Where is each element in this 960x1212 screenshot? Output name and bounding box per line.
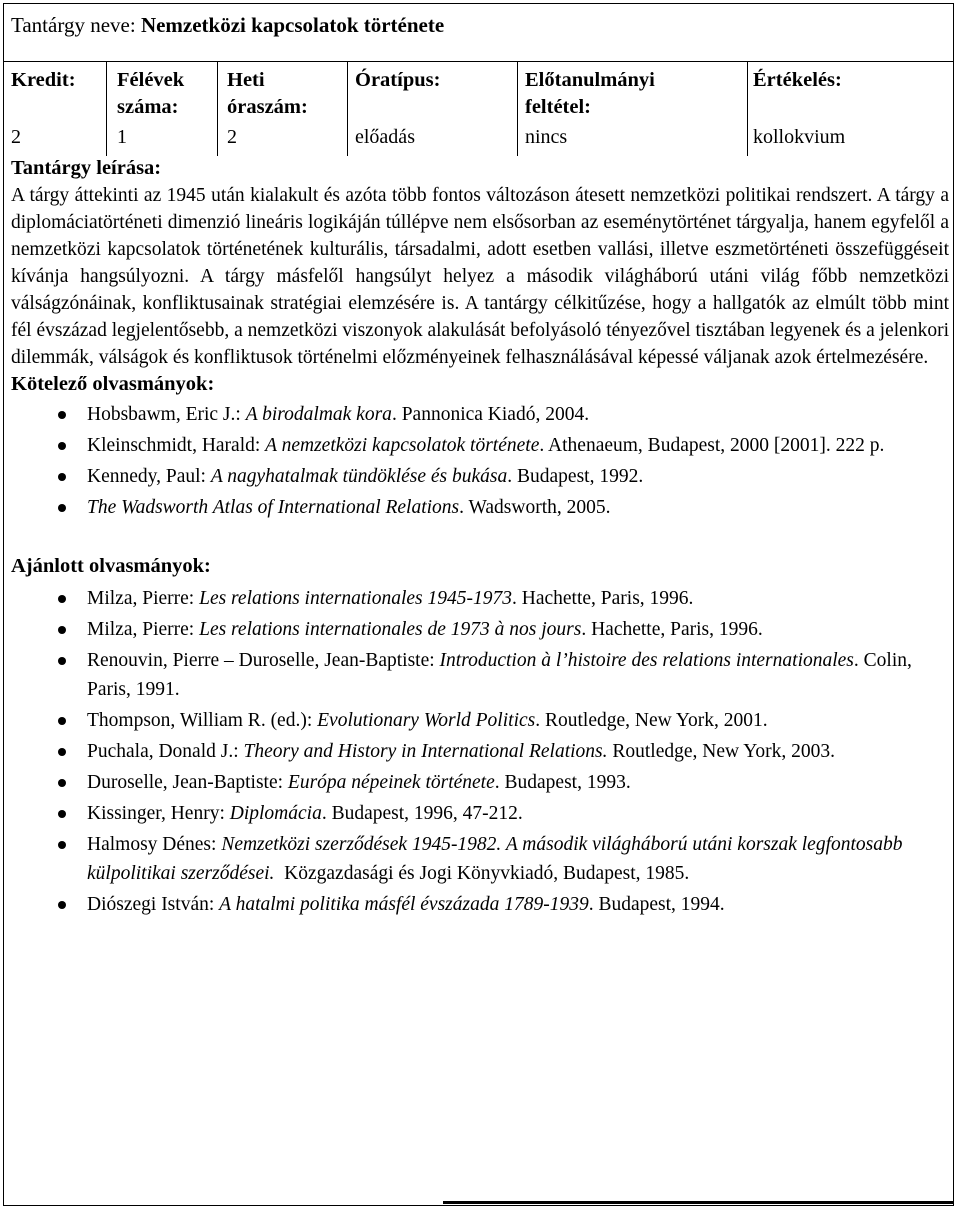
reading-publication: . Colin, Paris, 1991. [87,650,917,700]
bullet-icon [58,717,66,725]
reading-title: Evolutionary World Politics [317,710,536,731]
bullet-icon [58,504,66,512]
description-text: A tárgy áttekinti az 1945 után kialakult és azóta több fontos változáson átesett nemzetközi politikai rendszert. A tárgy a diplomáciatörténeti dimenzió lineáris logikáján túllépve nem elsősorban az eseménytörténet tárgyalja, hanem egyfelől a nemzetközi kapcsolatok történetének kulturális, társadalmi, adott esetben vallási, illetve eszmetörténeti összefüggéseit kívánja hangsúlyozni. A tárgy másfelől hangsúlyt helyez a második világháború utáni világ főbb nemzetközi válságzónáinak, konfliktusainak stratégiai elemzésére is. A tantárgy célkitűzése, hogy a hallgatók az elmúlt több mint fél évszázad legjelentősebb, a nemzetközi viszonyok alakulását befolyásoló tényezővel tisztában legyenek és a jelenkori dilemmák, válságok és konfliktusok történelmi előzményeinek felhasználásával képessé váljanak azok értelmezésére. [11,185,949,368]
reading-publication: . Hachette, Paris, 1996. [512,588,694,609]
reading-item [11,400,953,429]
bullet-icon [58,626,66,634]
meta-weekly-hours: Heti óraszám: 2 [227,69,308,148]
meta-divider [106,62,107,156]
bullet-icon [58,442,66,450]
reading-item [11,830,953,888]
meta-value: nincs [525,126,568,148]
reading-publication: . Hachette, Paris, 1996. [581,619,763,640]
required-readings-heading: Kötelező olvasmányok: [11,373,215,395]
reading-title: Európa népeinek története [287,772,495,793]
reading-author: Duroselle, Jean-Baptiste: [87,772,288,793]
recommended-readings-list [11,584,951,919]
meta-credit [11,62,103,156]
reading-publication: . Budapest, 1992. [507,466,644,487]
reading-author: Diószegi István: [87,894,220,915]
bullet-icon [58,595,66,603]
description-heading: Tantárgy leírása: [11,157,162,179]
reading-item [11,737,953,766]
meta-semesters: Félévek száma: 1 [117,69,185,148]
course-meta-grid [3,62,954,156]
bullet-icon [58,779,66,787]
meta-divider [217,62,218,156]
bullet-icon [58,411,66,419]
course-title-value: Nemzetközi kapcsolatok története [140,13,445,37]
reading-publication: . Routledge, New York, 2001. [535,710,768,731]
reading-author: Halmosy Dénes: [87,834,222,855]
meta-divider [517,62,518,156]
meta-value: 1 [117,126,127,148]
reading-title: Les relations internationales de 1973 à nos jours [199,619,582,640]
meta-label: Heti [227,69,265,91]
reading-item [11,890,953,919]
reading-publication: Közgazdasági és Jogi Könyvkiadó, Budapest, 1985. [274,863,690,884]
bullet-icon [58,901,66,909]
reading-author: Hobsbawm, Eric J.: [87,404,246,425]
bottom-rule [443,1201,954,1204]
meta-divider [747,62,748,156]
reading-item [11,584,953,613]
meta-label: Előtanulmányi [525,69,655,91]
reading-publication: . Budapest, 1994. [588,894,725,915]
reading-title: Theory and History in International Relations. [243,741,608,762]
reading-author: Renouvin, Pierre – Duroselle, Jean-Baptiste: [87,650,440,671]
reading-title: A nemzetközi kapcsolatok története [265,435,540,456]
reading-publication: . Athenaeum, Budapest, 2000 [2001]. 222 p. [539,435,885,456]
bullet-icon [58,748,66,756]
course-title-row [3,3,954,62]
bullet-icon [58,841,66,849]
reading-title: Les relations internationales 1945-1973 [199,588,512,609]
reading-publication: . Budapest, 1996, 47-212. [321,803,523,824]
reading-publication: . Wadsworth, 2005. [459,497,611,518]
meta-value: 2 [227,126,237,148]
bullet-icon [58,473,66,481]
meta-value: előadás [355,126,415,148]
reading-author: Milza, Pierre: [87,588,200,609]
reading-author: Thompson, William R. (ed.): [87,710,318,731]
meta-label: Óratípus: [355,69,441,91]
course-content [11,155,951,921]
reading-item [11,615,953,644]
reading-title: Diplomácia [229,803,322,824]
reading-title: A nagyhatalmak tündöklése és bukása [210,466,508,487]
reading-item [11,493,953,522]
reading-author: Puchala, Donald J.: [87,741,244,762]
meta-label: Kredit: [11,69,76,91]
reading-author: Milza, Pierre: [87,619,200,640]
required-readings-list [11,400,951,522]
meta-divider [347,62,348,156]
reading-publication: Routledge, New York, 2003. [607,741,835,762]
reading-title: A hatalmi politika másfél évszázada 1789-1939 [219,894,589,915]
reading-author: Kleinschmidt, Harald: [87,435,266,456]
reading-item [11,646,953,704]
reading-item [11,462,953,491]
meta-label: Félévek [117,69,185,91]
reading-title: The Wadsworth Atlas of International Relations [87,497,460,518]
reading-author: Kennedy, Paul: [87,466,211,487]
reading-title: Introduction à l’histoire des relations internationales [439,650,854,671]
reading-item [11,431,953,460]
reading-item [11,706,953,735]
meta-assessment [753,62,943,156]
reading-title: Nemzetközi szerződések 1945-1982. A második világháború utáni korszak legfontosabb külpolitikai szerződései. [87,834,903,884]
meta-class-type [355,62,515,156]
meta-value: 2 [11,126,21,148]
reading-publication: . Pannonica Kiadó, 2004. [391,404,590,425]
reading-item [11,768,953,797]
bullet-icon [58,657,66,665]
recommended-readings-heading: Ajánlott olvasmányok: [11,555,211,577]
reading-item [11,799,953,828]
meta-prerequisite: Előtanulmányi feltétel: nincs [525,69,655,148]
reading-author: Kissinger, Henry: [87,803,230,824]
reading-publication: . Budapest, 1993. [494,772,631,793]
meta-label: Értékelés: [753,69,842,91]
reading-title: A birodalmak kora [245,404,392,425]
meta-value: kollokvium [753,126,846,148]
bullet-icon [58,810,66,818]
course-title-label: Tantárgy neve: [11,13,136,37]
